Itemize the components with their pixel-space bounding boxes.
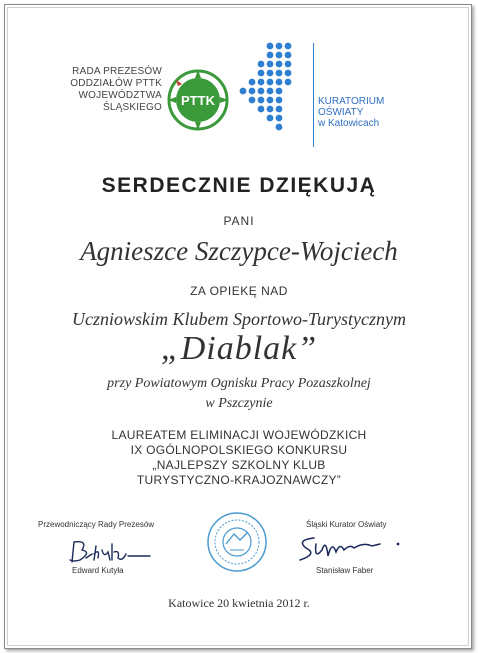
header-right-line: KURATORIUM (318, 96, 385, 107)
laureate-line: „NAJLEPSZY SZKOLNY KLUB (152, 458, 326, 472)
club-name: „Diablak” (160, 330, 318, 367)
kuratorium-divider (313, 43, 314, 147)
header-left-line: ODDZIAŁÓW PTTK (70, 78, 162, 89)
header-left-line: RADA PREZESÓW (72, 66, 162, 77)
left-signatory-name: Edward Kutyła (72, 566, 124, 575)
header-right-line: w Katowicach (318, 118, 380, 129)
pttk-logo-icon (166, 68, 230, 132)
laureate-line: IX OGÓLNOPOLSKIEGO KONKURSU (130, 443, 348, 457)
header-right-line: OŚWIATY (318, 107, 364, 118)
left-signatory-role: Przewodniczący Rady Prezesów (38, 520, 155, 529)
laureate-line: TURYSTYCZNO-KRAJOZNAWCZY” (136, 473, 342, 487)
right-signatory-role: Śląski Kurator Oświaty (306, 520, 387, 529)
salutation: PANI (223, 214, 255, 228)
kuratorium-dots-logo-icon (236, 40, 300, 136)
right-signatory-name: Stanisław Faber (316, 566, 374, 575)
laureate-line: LAUREATEM ELIMINACJI WOJEWÓDZKICH (111, 428, 367, 442)
pttk-council-name (52, 66, 162, 114)
header-left-line: WOJEWÓDZTWA (78, 90, 162, 101)
pttk-logo-text: PTTK (181, 93, 215, 108)
right-signature-icon (292, 530, 412, 566)
header-left-line: ŚLĄSKIEGO (102, 102, 162, 113)
issue-date: Katowice 20 kwietnia 2012 r. (168, 596, 310, 610)
institution-line: przy Powiatowym Ognisku Pracy Pozaszkolnej (107, 376, 371, 391)
round-stamp-icon (204, 510, 270, 574)
left-signature-icon (66, 536, 156, 566)
kuratorium-name (318, 96, 384, 129)
location-line: w Pszczynie (205, 396, 273, 411)
recipient-name: Agnieszce Szczypce-Wojciech (80, 236, 398, 266)
certificate-title: SERDECZNIE DZIĘKUJĄ (101, 174, 377, 197)
for-care-line: ZA OPIEKĘ NAD (190, 284, 288, 298)
club-description: Uczniowskim Klubem Sportowo-Turystycznym (72, 309, 406, 329)
